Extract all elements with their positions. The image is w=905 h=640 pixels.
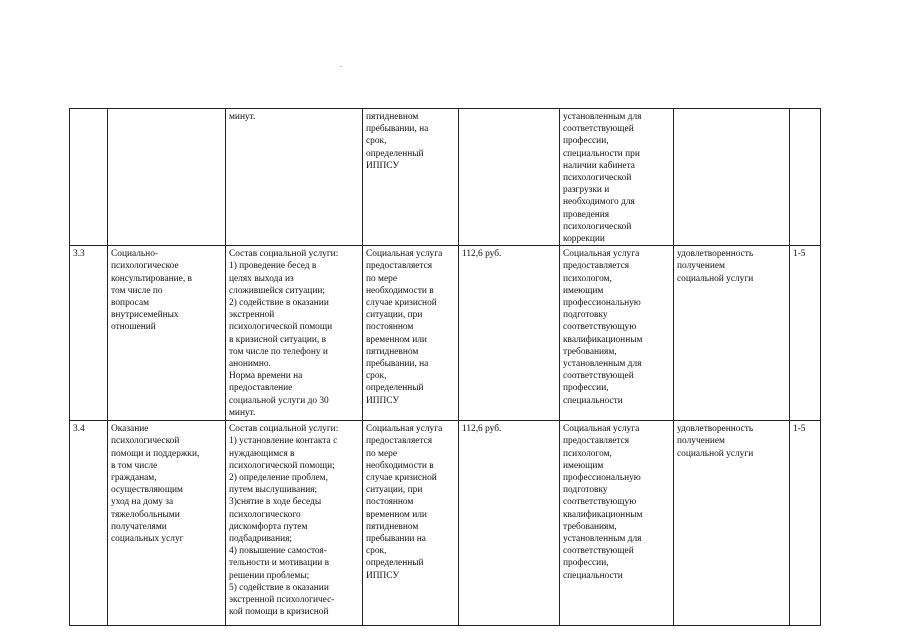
services-table (69, 108, 821, 626)
table-row (70, 109, 821, 246)
cell-conditions: Социальная услуга предоставляется по мере необходимости в случае кризисной ситуации, при постоянном временном или пятидневном пребывании, на срок, определенный ИППСУ (363, 246, 459, 421)
cell-conditions: Социальная услуга предоставляется по мере необходимости в случае кризисной ситуации, при постоянном временном или пятидневном пребывании на срок, определенный ИППСУ (363, 421, 459, 626)
table-row (70, 421, 821, 626)
cell-number: 3.4 (70, 421, 108, 626)
cell-term (790, 109, 821, 246)
cell-number: 3.3 (70, 246, 108, 421)
cell-requirements: Социальная услуга предоставляется психологом, имеющим профессиональную подготовку соответствующую квалификационным требованиям, установленным для соответствующей профессии, специальности (560, 246, 674, 421)
cell-conditions: пятидневном пребывании, на срок, определенный ИППСУ (363, 109, 459, 246)
scan-speck (340, 66, 342, 67)
cell-result (674, 109, 790, 246)
cell-price (459, 109, 560, 246)
cell-service-name: Социально- психологическое консультирование, в том числе по вопросам внутрисемейных отношений (108, 246, 226, 421)
cell-requirements: установленным для соответствующей профессии, специальности при наличии кабинета психологической разгрузки и необходимого для проведения психологической коррекции (560, 109, 674, 246)
cell-price: 112,6 руб. (459, 246, 560, 421)
cell-term: 1-5 (790, 246, 821, 421)
cell-service-content: минут. (226, 109, 363, 246)
cell-requirements: Социальная услуга предоставляется психологом, имеющим профессиональную подготовку соответствующую квалификационным требованиям, установленным для соответствующей профессии, специальности (560, 421, 674, 626)
cell-result: удовлетворенность получением социальной услуги (674, 246, 790, 421)
cell-price: 112,6 руб. (459, 421, 560, 626)
cell-service-content: Состав социальной услуги: 1) установление контакта с нуждающимся в психологической помощи; 2) определение проблем, путем выслушивания; 3)снятие в ходе беседы психологического дискомфорта путем подбадривания; 4) повышение самостоя- тельности и мотивации в решении проблемы; 5) содействие в оказании экстренной психологичес- кой помощи в кризисной (226, 421, 363, 626)
cell-term: 1-5 (790, 421, 821, 626)
cell-number (70, 109, 108, 246)
table-row (70, 246, 821, 421)
cell-result: удовлетворенность получением социальной услуги (674, 421, 790, 626)
cell-service-content: Состав социальной услуги: 1) проведение бесед в целях выхода из сложившейся ситуации; 2) содействие в оказании экстренной психологической помощи в кризисной ситуации, в том числе по телефону и анонимно. Норма времени на предоставление социальной услуги до 30 минут. (226, 246, 363, 421)
cell-service-name (108, 109, 226, 246)
cell-service-name: Оказание психологической помощи и поддержки, в том числе гражданам, осуществляющим уход на дому за тяжелобольными получателями социальных услуг (108, 421, 226, 626)
